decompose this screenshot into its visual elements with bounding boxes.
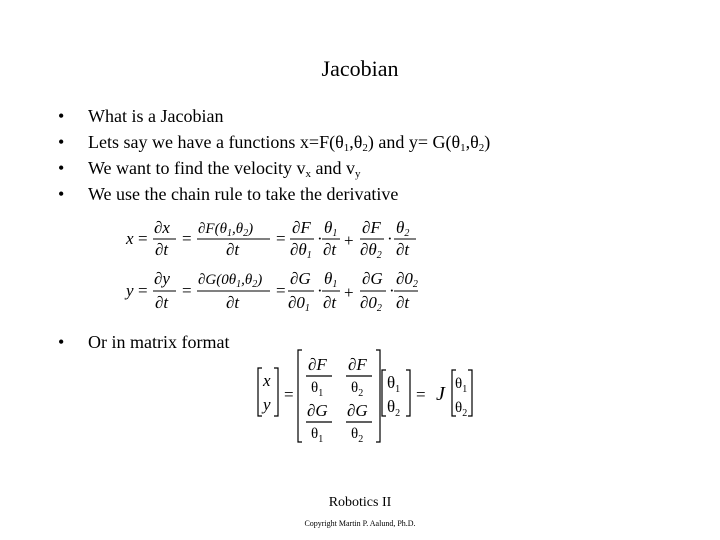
fraction-denominator: ∂t bbox=[155, 293, 169, 312]
bullet-text: Or in matrix format bbox=[88, 332, 230, 352]
text-run: ,θ bbox=[349, 132, 363, 152]
equals-sign: = bbox=[284, 385, 294, 404]
slide-footer: Robotics II bbox=[328, 495, 392, 510]
lhs-x: x bbox=[263, 371, 271, 390]
equals-sign: = bbox=[182, 281, 192, 300]
dot-operator: · bbox=[387, 229, 393, 248]
bracket-left bbox=[382, 370, 386, 416]
plus-sign: + bbox=[344, 283, 354, 302]
equals-sign: = bbox=[276, 281, 286, 300]
dot-operator: · bbox=[317, 229, 323, 248]
fraction-denominator: ∂t bbox=[396, 293, 410, 312]
subscript: 1 bbox=[343, 142, 350, 154]
bracket-right bbox=[468, 370, 472, 416]
fraction-numerator: $\partial G(0\theta_1,\theta_2)$ bbox=[198, 272, 263, 290]
matrix-entry-denominator: $\theta_2$ bbox=[351, 380, 364, 399]
theta-dot-1: $\theta_1$ bbox=[455, 376, 468, 395]
matrix-entry-denominator: $\theta_2$ bbox=[351, 426, 364, 445]
fraction-numerator: θ1 bbox=[324, 218, 338, 239]
matrix-entry-numerator: ∂G bbox=[307, 401, 328, 420]
text-run: ) and y= G(θ bbox=[367, 132, 461, 152]
theta-dot-2: $\theta_2$ bbox=[387, 397, 401, 419]
text-run: Lets say we have a functions x=F(θ bbox=[88, 132, 344, 152]
bullet-text: We use the chain rule to take the derivative bbox=[88, 184, 399, 204]
bracket-right bbox=[406, 370, 410, 416]
bullet-marker: • bbox=[58, 158, 65, 178]
bullet-item bbox=[58, 329, 230, 355]
fraction-denominator: ∂θ2 bbox=[360, 240, 382, 260]
matrix-entry-numerator: ∂F bbox=[348, 355, 367, 374]
equals-sign: = bbox=[276, 229, 286, 248]
matrix-entry-denominator: $\theta_1$ bbox=[311, 426, 324, 445]
fraction-numerator: ∂y bbox=[154, 269, 170, 288]
subscript: x bbox=[305, 168, 311, 180]
velocity-x-equation bbox=[120, 218, 430, 260]
theta-dot-2: $\theta_2$ bbox=[455, 400, 468, 419]
dot-operator: · bbox=[389, 281, 395, 300]
lhs-y: y bbox=[263, 395, 271, 414]
fraction-numerator: ∂02 bbox=[396, 269, 418, 290]
fraction-numerator: θ1 bbox=[324, 269, 338, 290]
fraction-numerator: ∂G bbox=[362, 269, 383, 288]
subscript: y bbox=[355, 168, 361, 180]
equals-sign: = bbox=[138, 229, 148, 248]
bullet-marker: • bbox=[58, 132, 65, 152]
subscript: 1 bbox=[460, 142, 466, 154]
dot-operator: · bbox=[317, 281, 323, 300]
equals-sign: = bbox=[182, 229, 192, 248]
text-run: and v bbox=[311, 158, 355, 178]
fraction-denominator: ∂θ1 bbox=[290, 240, 312, 260]
fraction-denominator: ∂02 bbox=[360, 293, 382, 314]
matrix-entry-denominator: $\theta_1$ bbox=[311, 380, 324, 399]
fraction-denominator: ∂t bbox=[155, 240, 169, 259]
velocity-y-equation bbox=[120, 262, 430, 314]
fraction-numerator: ∂G bbox=[290, 269, 311, 288]
theta-dot-1: $\theta_1$ bbox=[387, 373, 401, 395]
subscript: 2 bbox=[478, 142, 485, 154]
matrix-entry-numerator: ∂F bbox=[308, 355, 327, 374]
text-run: ) bbox=[484, 132, 491, 152]
fraction-numerator: ∂F bbox=[292, 218, 311, 237]
slide-title: Jacobian bbox=[321, 56, 399, 81]
bracket-left bbox=[298, 350, 302, 442]
bracket-left bbox=[258, 368, 262, 416]
jacobian-symbol: J bbox=[436, 383, 445, 405]
lhs-symbol: y bbox=[126, 281, 134, 300]
bracket-right bbox=[376, 350, 380, 442]
bullet-marker: • bbox=[58, 184, 65, 204]
bullet-marker: • bbox=[58, 106, 65, 126]
bullet-text: What is a Jacobian bbox=[88, 106, 224, 126]
copyright-notice: Copyright Martin P. Aalund, Ph.D. bbox=[304, 519, 416, 528]
plus-sign: + bbox=[344, 231, 354, 250]
fraction-denominator: ∂t bbox=[396, 240, 410, 259]
fraction-numerator: $\partial F(\theta_1,\theta_2)$ bbox=[198, 221, 254, 239]
fraction-denominator: ∂t bbox=[226, 240, 240, 259]
bullet-marker: • bbox=[58, 332, 65, 352]
equals-sign: = bbox=[416, 385, 426, 404]
fraction-denominator: ∂t bbox=[323, 293, 337, 312]
fraction-denominator: ∂t bbox=[323, 240, 337, 259]
fraction-numerator: ∂F bbox=[362, 218, 381, 237]
bracket-right bbox=[274, 368, 278, 416]
equals-sign: = bbox=[138, 281, 148, 300]
fraction-numerator: θ2 bbox=[396, 218, 410, 239]
fraction-denominator: ∂t bbox=[226, 293, 240, 312]
subscript: 2 bbox=[362, 142, 368, 154]
text-run: ,θ bbox=[465, 132, 479, 152]
fraction-numerator: ∂x bbox=[154, 218, 170, 237]
text-run: We want to find the velocity v bbox=[88, 158, 306, 178]
matrix-entry-numerator: ∂G bbox=[347, 401, 368, 420]
lhs-symbol: x bbox=[126, 229, 134, 248]
jacobian-matrix-equation bbox=[252, 346, 482, 446]
fraction-denominator: ∂01 bbox=[288, 293, 310, 314]
